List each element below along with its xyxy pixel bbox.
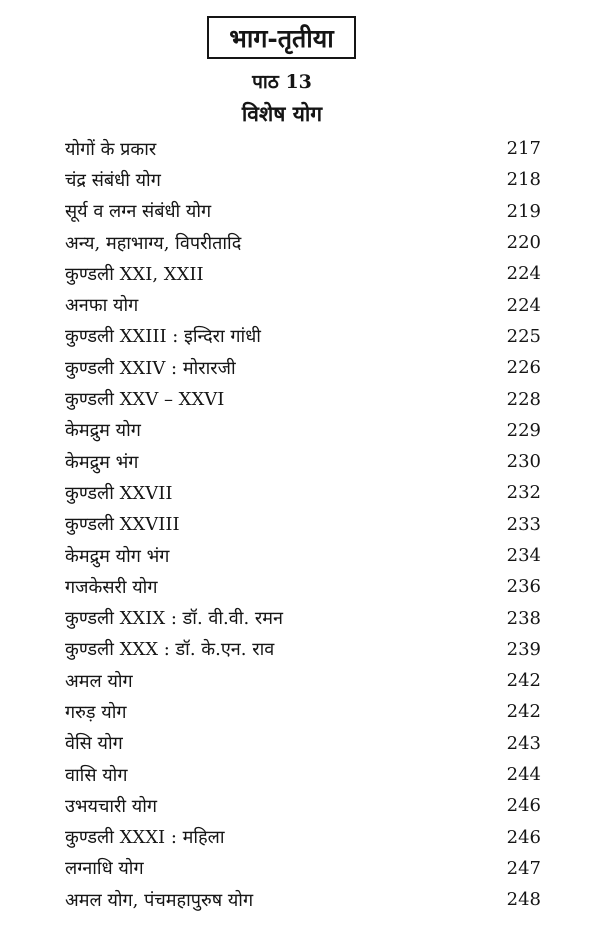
toc-entry — [65, 759, 541, 790]
toc-entry-page: 226 — [506, 357, 541, 379]
toc-entry-title: केमद्रुम योग — [65, 420, 141, 442]
toc-entry-page: 224 — [506, 294, 541, 316]
toc-entry-page: 228 — [506, 388, 541, 410]
toc-entry-page: 232 — [506, 482, 541, 504]
toc-entry — [65, 258, 541, 289]
toc-entry-title: उभयचारी योग — [65, 795, 158, 817]
toc-entry-title: कुण्डली XXXI : महिला — [65, 827, 225, 849]
toc-entry-page: 238 — [506, 607, 541, 629]
toc-entry-page: 217 — [506, 138, 541, 160]
toc-entry — [65, 571, 541, 602]
toc-entry — [65, 446, 541, 477]
toc-entry — [65, 540, 541, 571]
toc-entry-page: 246 — [506, 826, 541, 848]
toc-entry-page: 239 — [506, 638, 541, 660]
toc-entry-title: अन्य, महाभाग्य, विपरीतादि — [65, 232, 242, 254]
toc-entry-title: सूर्य व लग्न संबंधी योग — [65, 201, 212, 223]
toc-entry — [65, 164, 541, 195]
table-of-contents — [65, 133, 541, 915]
toc-entry — [65, 352, 541, 383]
toc-entry — [65, 133, 541, 164]
toc-entry-title: वासि योग — [65, 764, 128, 786]
toc-entry — [65, 696, 541, 727]
toc-entry — [65, 383, 541, 414]
toc-entry — [65, 728, 541, 759]
toc-entry — [65, 853, 541, 884]
toc-entry-page: 230 — [506, 451, 541, 473]
toc-entry — [65, 665, 541, 696]
toc-entry-title: कुण्डली XXVII — [65, 482, 173, 504]
toc-entry-page: 234 — [506, 545, 541, 566]
toc-entry-title: कुण्डली XXIV : मोरारजी — [65, 357, 236, 379]
toc-entry-title: कुण्डली XXVIII — [65, 514, 180, 536]
toc-entry-page: 233 — [506, 513, 541, 535]
toc-entry-page: 225 — [506, 325, 541, 347]
toc-entry-page: 219 — [506, 200, 541, 222]
toc-entry-page: 246 — [506, 795, 541, 817]
toc-entry-title: वेसि योग — [65, 733, 123, 755]
toc-entry-page: 218 — [506, 169, 541, 191]
toc-entry — [65, 321, 541, 352]
toc-entry-title: कुण्डली XXV – XXVI — [65, 389, 225, 411]
toc-entry-title: अमल योग, पंचमहापुरुष योग — [65, 889, 254, 911]
toc-entry-title: कुण्डली XXI, XXII — [65, 263, 204, 285]
toc-entry-page: 244 — [506, 764, 541, 786]
toc-entry-page: 224 — [506, 263, 541, 285]
toc-entry-title: अनफा योग — [65, 295, 139, 317]
toc-entry-page: 247 — [506, 857, 541, 879]
toc-entry — [65, 634, 541, 665]
toc-entry — [65, 196, 541, 227]
toc-entry-page: 248 — [506, 889, 541, 911]
toc-entry-title: केमद्रुम भंग — [65, 451, 139, 473]
chapter-title: विशेष योग — [241, 101, 323, 126]
toc-entry — [65, 884, 541, 915]
toc-entry — [65, 289, 541, 320]
toc-entry-title: अमल योग — [65, 670, 133, 692]
toc-entry — [65, 227, 541, 258]
toc-entry — [65, 822, 541, 853]
toc-entry-page: 236 — [506, 576, 541, 598]
toc-entry-title: कुण्डली XXX : डॉ. के.एन. राव — [65, 639, 275, 661]
toc-entry-title: कुण्डली XXIII : इन्दिरा गांधी — [65, 326, 261, 348]
toc-entry-page: 243 — [506, 732, 541, 754]
toc-entry-title: लग्नाधि योग — [65, 858, 144, 880]
toc-entry-page: 220 — [506, 232, 541, 254]
toc-entry-title: केमद्रुम योग भंग — [65, 545, 170, 567]
toc-entry-page: 242 — [506, 670, 541, 692]
toc-entry-title: गजकेसरी योग — [65, 576, 158, 598]
toc-entry — [65, 790, 541, 821]
chapter-number: पाठ 13 — [252, 71, 312, 93]
toc-entry — [65, 602, 541, 633]
toc-entry — [65, 477, 541, 508]
toc-entry-page: 242 — [506, 701, 541, 723]
toc-entry — [65, 415, 541, 446]
toc-entry-title: चंद्र संबंधी योग — [65, 169, 161, 191]
toc-entry-page: 229 — [506, 419, 541, 441]
toc-entry-title: योगों के प्रकार — [65, 138, 157, 160]
toc-entry-title: कुण्डली XXIX : डॉ. वी.वी. रमन — [65, 608, 284, 630]
toc-entry — [65, 509, 541, 540]
part-title: भाग-तृतीया — [207, 16, 356, 59]
toc-entry-title: गरुड़ योग — [65, 701, 127, 723]
